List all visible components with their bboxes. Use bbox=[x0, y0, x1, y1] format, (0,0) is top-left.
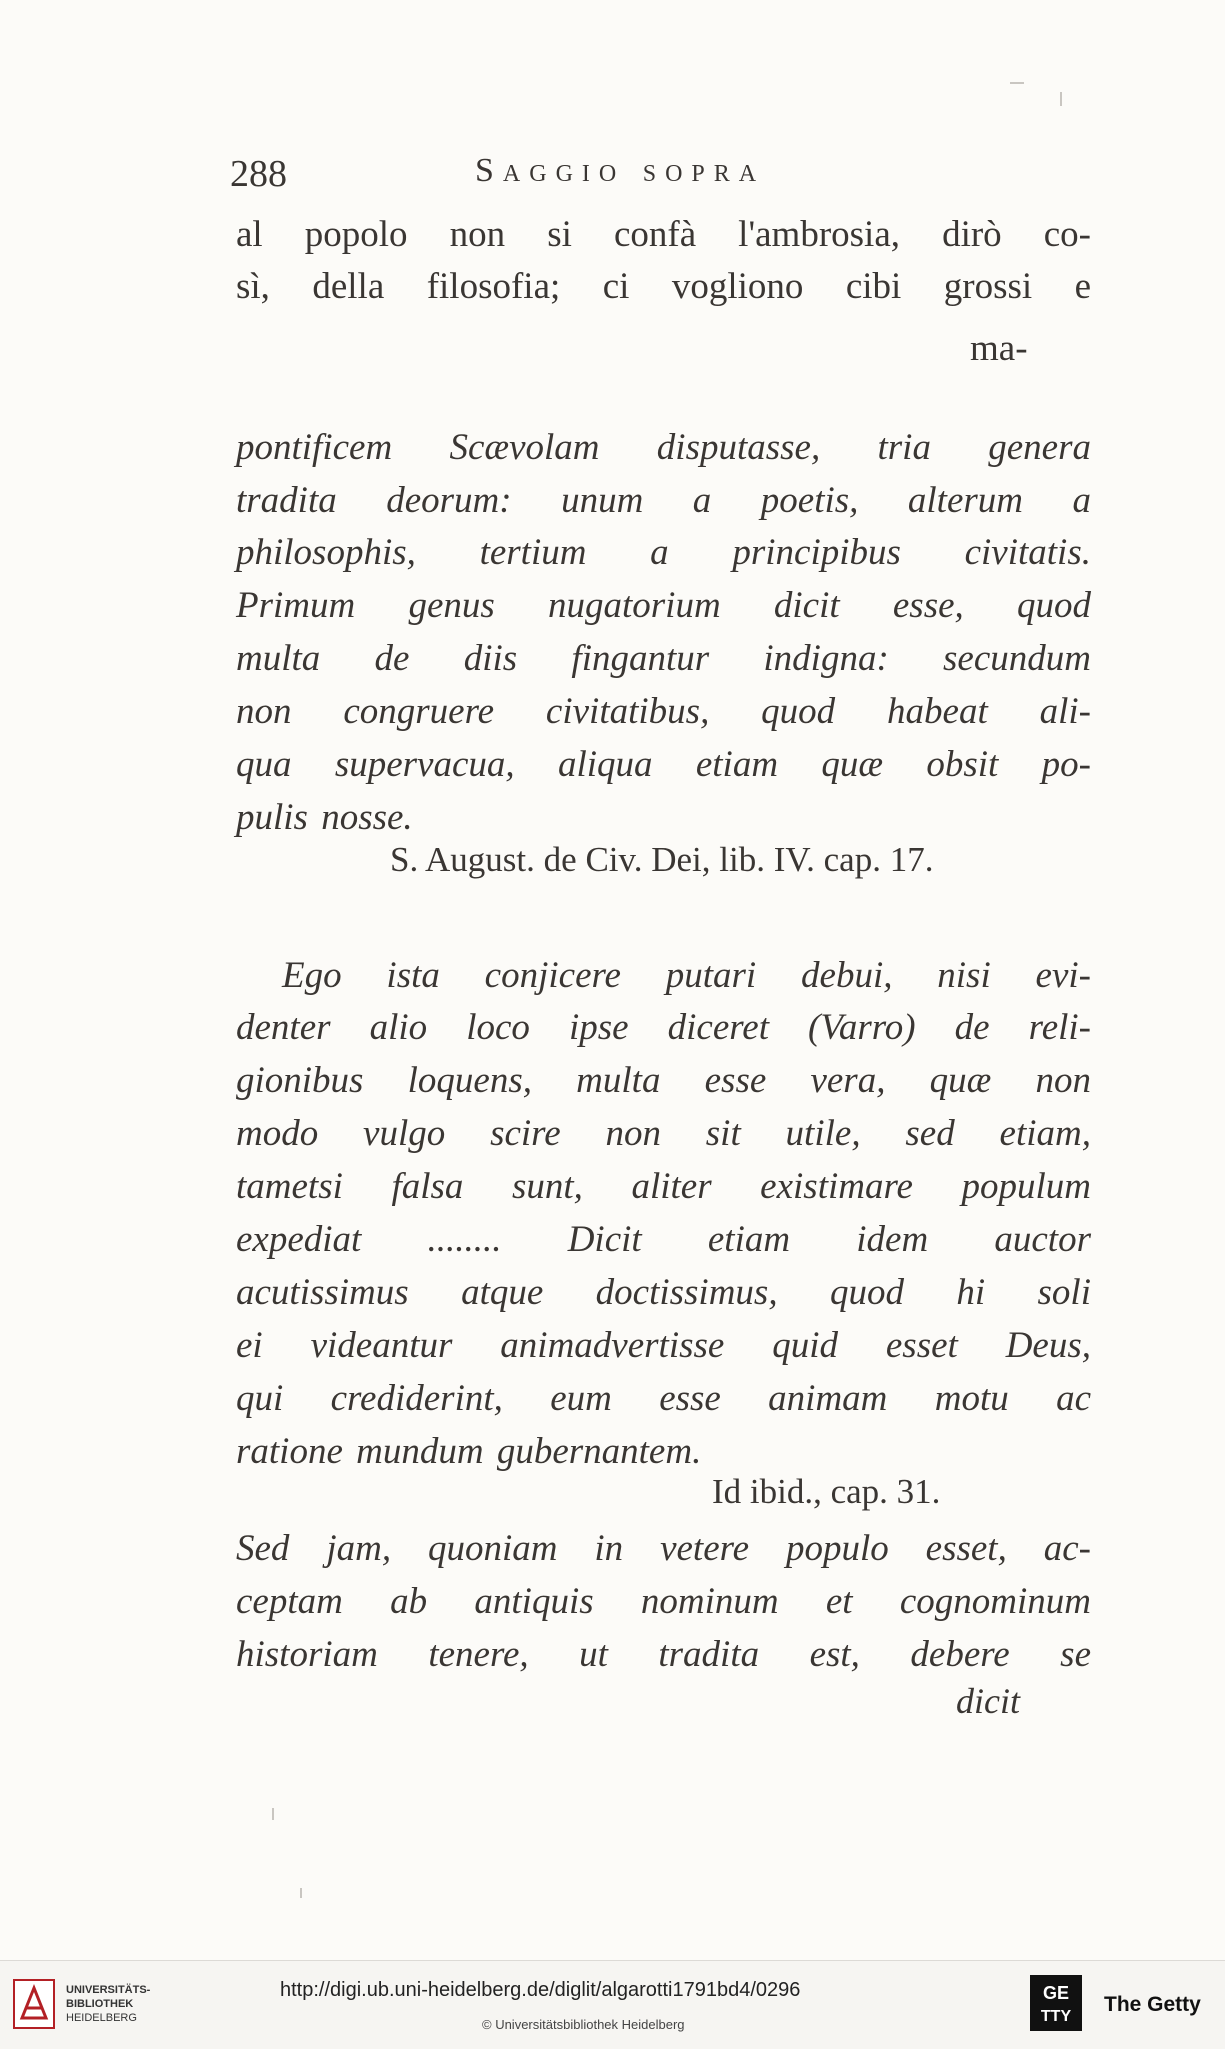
university-seal-icon bbox=[12, 1978, 56, 2030]
quote-line: ei videantur animadvertisse quid esset Deus, bbox=[236, 1325, 1091, 1366]
copyright-notice: © Universitätsbibliothek Heidelberg bbox=[482, 2017, 685, 2032]
university-line: BIBLIOTHEK bbox=[66, 1998, 134, 2010]
source-citation: Id ibid., cap. 31. bbox=[712, 1472, 941, 1511]
quote-line: gionibus loquens, multa esse vera, quæ non bbox=[236, 1060, 1091, 1101]
quote-line: tametsi falsa sunt, aliter existimare populum bbox=[236, 1166, 1091, 1207]
quote-line: ceptam ab antiquis nominum et cognominum bbox=[236, 1581, 1091, 1622]
page-number: 288 bbox=[230, 153, 287, 195]
university-line: UNIVERSITÄTS- bbox=[66, 1984, 151, 1996]
getty-logo-icon bbox=[1030, 1975, 1082, 2031]
quote-line: acutissimus atque doctissimus, quod hi soli bbox=[236, 1272, 1091, 1313]
body-line: al popolo non si confà l'ambrosia, dirò co- bbox=[236, 214, 1091, 255]
scan-mark bbox=[1010, 82, 1024, 84]
catchword-top: ma- bbox=[970, 328, 1028, 369]
quote-line: qui crediderint, eum esse animam motu ac bbox=[236, 1378, 1091, 1419]
getty-logo-mark: TTY bbox=[1040, 2008, 1072, 2025]
permalink[interactable]: http://digi.ub.uni-heidelberg.de/diglit/algarotti1791bd4/0296 bbox=[280, 1979, 801, 2001]
scan-mark bbox=[300, 1888, 302, 1898]
quote-line: ratione mundum gubernantem. bbox=[236, 1431, 702, 1472]
viewer-footer bbox=[0, 1960, 1225, 2049]
quote-line: denter alio loco ipse diceret (Varro) de reli- bbox=[236, 1007, 1091, 1048]
quote-line: expediat ........ Dicit etiam idem auctor bbox=[236, 1219, 1091, 1260]
university-line: HEIDELBERG bbox=[66, 2012, 137, 2024]
quote-line: qua supervacua, aliqua etiam quæ obsit po- bbox=[236, 744, 1091, 785]
quote-line: Ego ista conjicere putari debui, nisi evi- bbox=[282, 955, 1091, 996]
getty-logo-mark: GE bbox=[1042, 1983, 1070, 2003]
quote-line: pulis nosse. bbox=[236, 797, 413, 838]
quote-line: tradita deorum: unum a poetis, alterum a bbox=[236, 480, 1091, 521]
quote-line: historiam tenere, ut tradita est, debere se bbox=[236, 1634, 1091, 1675]
page-header bbox=[230, 152, 1090, 202]
quote-line: Sed jam, quoniam in vetere populo esset, ac- bbox=[236, 1528, 1091, 1569]
catchword-bottom: dicit bbox=[956, 1681, 1020, 1721]
getty-label: The Getty bbox=[1104, 1993, 1201, 2016]
body-line: sì, della filosofia; ci vogliono cibi grossi e bbox=[236, 266, 1091, 307]
quote-line: modo vulgo scire non sit utile, sed etiam, bbox=[236, 1113, 1091, 1154]
scan-mark bbox=[1060, 92, 1062, 106]
running-head: Saggio sopra bbox=[475, 152, 766, 189]
source-citation: S. August. de Civ. Dei, lib. IV. cap. 17. bbox=[390, 840, 934, 879]
university-name bbox=[66, 1983, 150, 2025]
quote-line: philosophis, tertium a principibus civitatis. bbox=[236, 532, 1091, 573]
quote-line: pontificem Scævolam disputasse, tria genera bbox=[236, 427, 1091, 468]
scan-mark bbox=[272, 1808, 274, 1820]
quote-line: non congruere civitatibus, quod habeat ali- bbox=[236, 691, 1091, 732]
quote-line: multa de diis fingantur indigna: secundum bbox=[236, 638, 1091, 679]
quote-line: Primum genus nugatorium dicit esse, quod bbox=[236, 585, 1091, 626]
